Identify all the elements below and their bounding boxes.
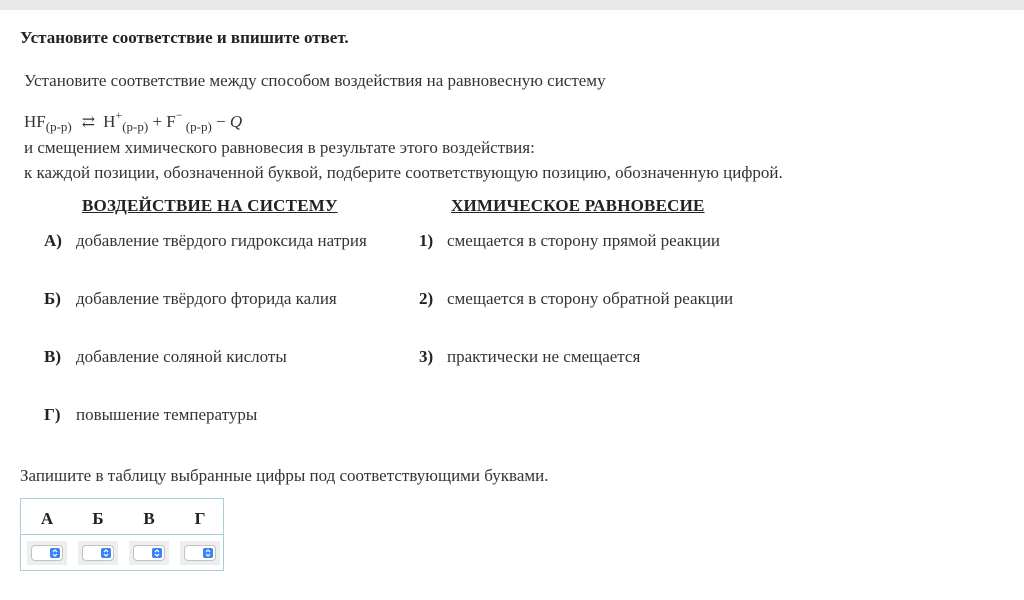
question-line-2: и смещением химического равновесия в результате этого воздействия: <box>24 138 535 157</box>
left-option-b <box>44 289 337 309</box>
answer-cell-a <box>27 541 67 565</box>
option-text: практически не смещается <box>447 347 641 366</box>
option-letter: А) <box>44 231 62 250</box>
option-text: добавление твёрдого фторида калия <box>76 289 337 308</box>
right-option-3 <box>419 347 640 367</box>
answer-select-a[interactable] <box>31 545 63 561</box>
left-option-c <box>44 347 287 367</box>
option-text: добавление твёрдого гидроксида натрия <box>76 231 367 250</box>
option-text: повышение температуры <box>76 405 258 424</box>
option-letter: Г) <box>44 405 61 424</box>
option-number: 1) <box>419 231 434 250</box>
answer-select-d[interactable] <box>184 545 216 561</box>
option-number: 2) <box>419 289 434 308</box>
option-text: смещается в сторону обратной реакции <box>447 289 734 308</box>
answer-select-b[interactable] <box>82 545 114 561</box>
formula-q: Q <box>229 112 243 131</box>
option-number: 3) <box>419 347 434 366</box>
formula-hf-state: (р-р) <box>45 119 72 134</box>
answer-header-c: В <box>143 509 155 528</box>
answer-table-divider <box>21 534 223 535</box>
answer-select-c[interactable] <box>133 545 165 561</box>
answer-header-d: Г <box>194 509 206 528</box>
option-text: добавление соляной кислоты <box>76 347 287 366</box>
answer-cell-c <box>129 541 169 565</box>
option-text: смещается в сторону прямой реакции <box>447 231 721 250</box>
option-letter: В) <box>44 347 61 366</box>
formula-minus: − <box>211 112 230 131</box>
select-updown-icon <box>152 548 162 558</box>
answer-table <box>20 498 224 571</box>
formula-f-state: (р-р) <box>182 119 212 134</box>
formula-h-state: (р-р) <box>122 119 149 134</box>
select-updown-icon <box>203 548 213 558</box>
answer-prompt: Запишите в таблицу выбранные цифры под соответствующими буквами. <box>20 466 549 485</box>
formula-f-charge: − <box>175 108 183 122</box>
answer-header-b: Б <box>92 509 104 528</box>
answer-cell-b <box>78 541 118 565</box>
top-bar <box>0 0 1024 10</box>
right-column-header: ХИМИЧЕСКОЕ РАВНОВЕСИЕ <box>451 196 705 215</box>
select-updown-icon <box>50 548 60 558</box>
select-updown-icon <box>101 548 111 558</box>
question-line-3: к каждой позиции, обозначенной буквой, подберите соответствующую позицию, обозначенную цифрой. <box>24 163 783 182</box>
reaction-formula <box>24 108 242 135</box>
option-letter: Б) <box>44 289 61 308</box>
question-intro: Установите соответствие между способом воздействия на равновесную систему <box>24 71 606 90</box>
right-option-1 <box>419 231 720 251</box>
formula-hf: HF <box>24 112 46 131</box>
answer-header-a: А <box>40 509 54 528</box>
formula-f: + F <box>148 112 176 131</box>
formula-h: H <box>103 112 116 131</box>
right-option-2 <box>419 289 733 309</box>
left-column-header: ВОЗДЕЙСТВИЕ НА СИСТЕМУ <box>82 196 338 215</box>
equilibrium-arrow: ⇄ <box>81 114 96 131</box>
formula-h-charge: + <box>115 108 123 122</box>
left-option-a <box>44 231 367 251</box>
answer-cell-d <box>180 541 220 565</box>
left-option-d <box>44 405 257 425</box>
task-instruction: Установите соответствие и впишите ответ. <box>20 28 349 47</box>
